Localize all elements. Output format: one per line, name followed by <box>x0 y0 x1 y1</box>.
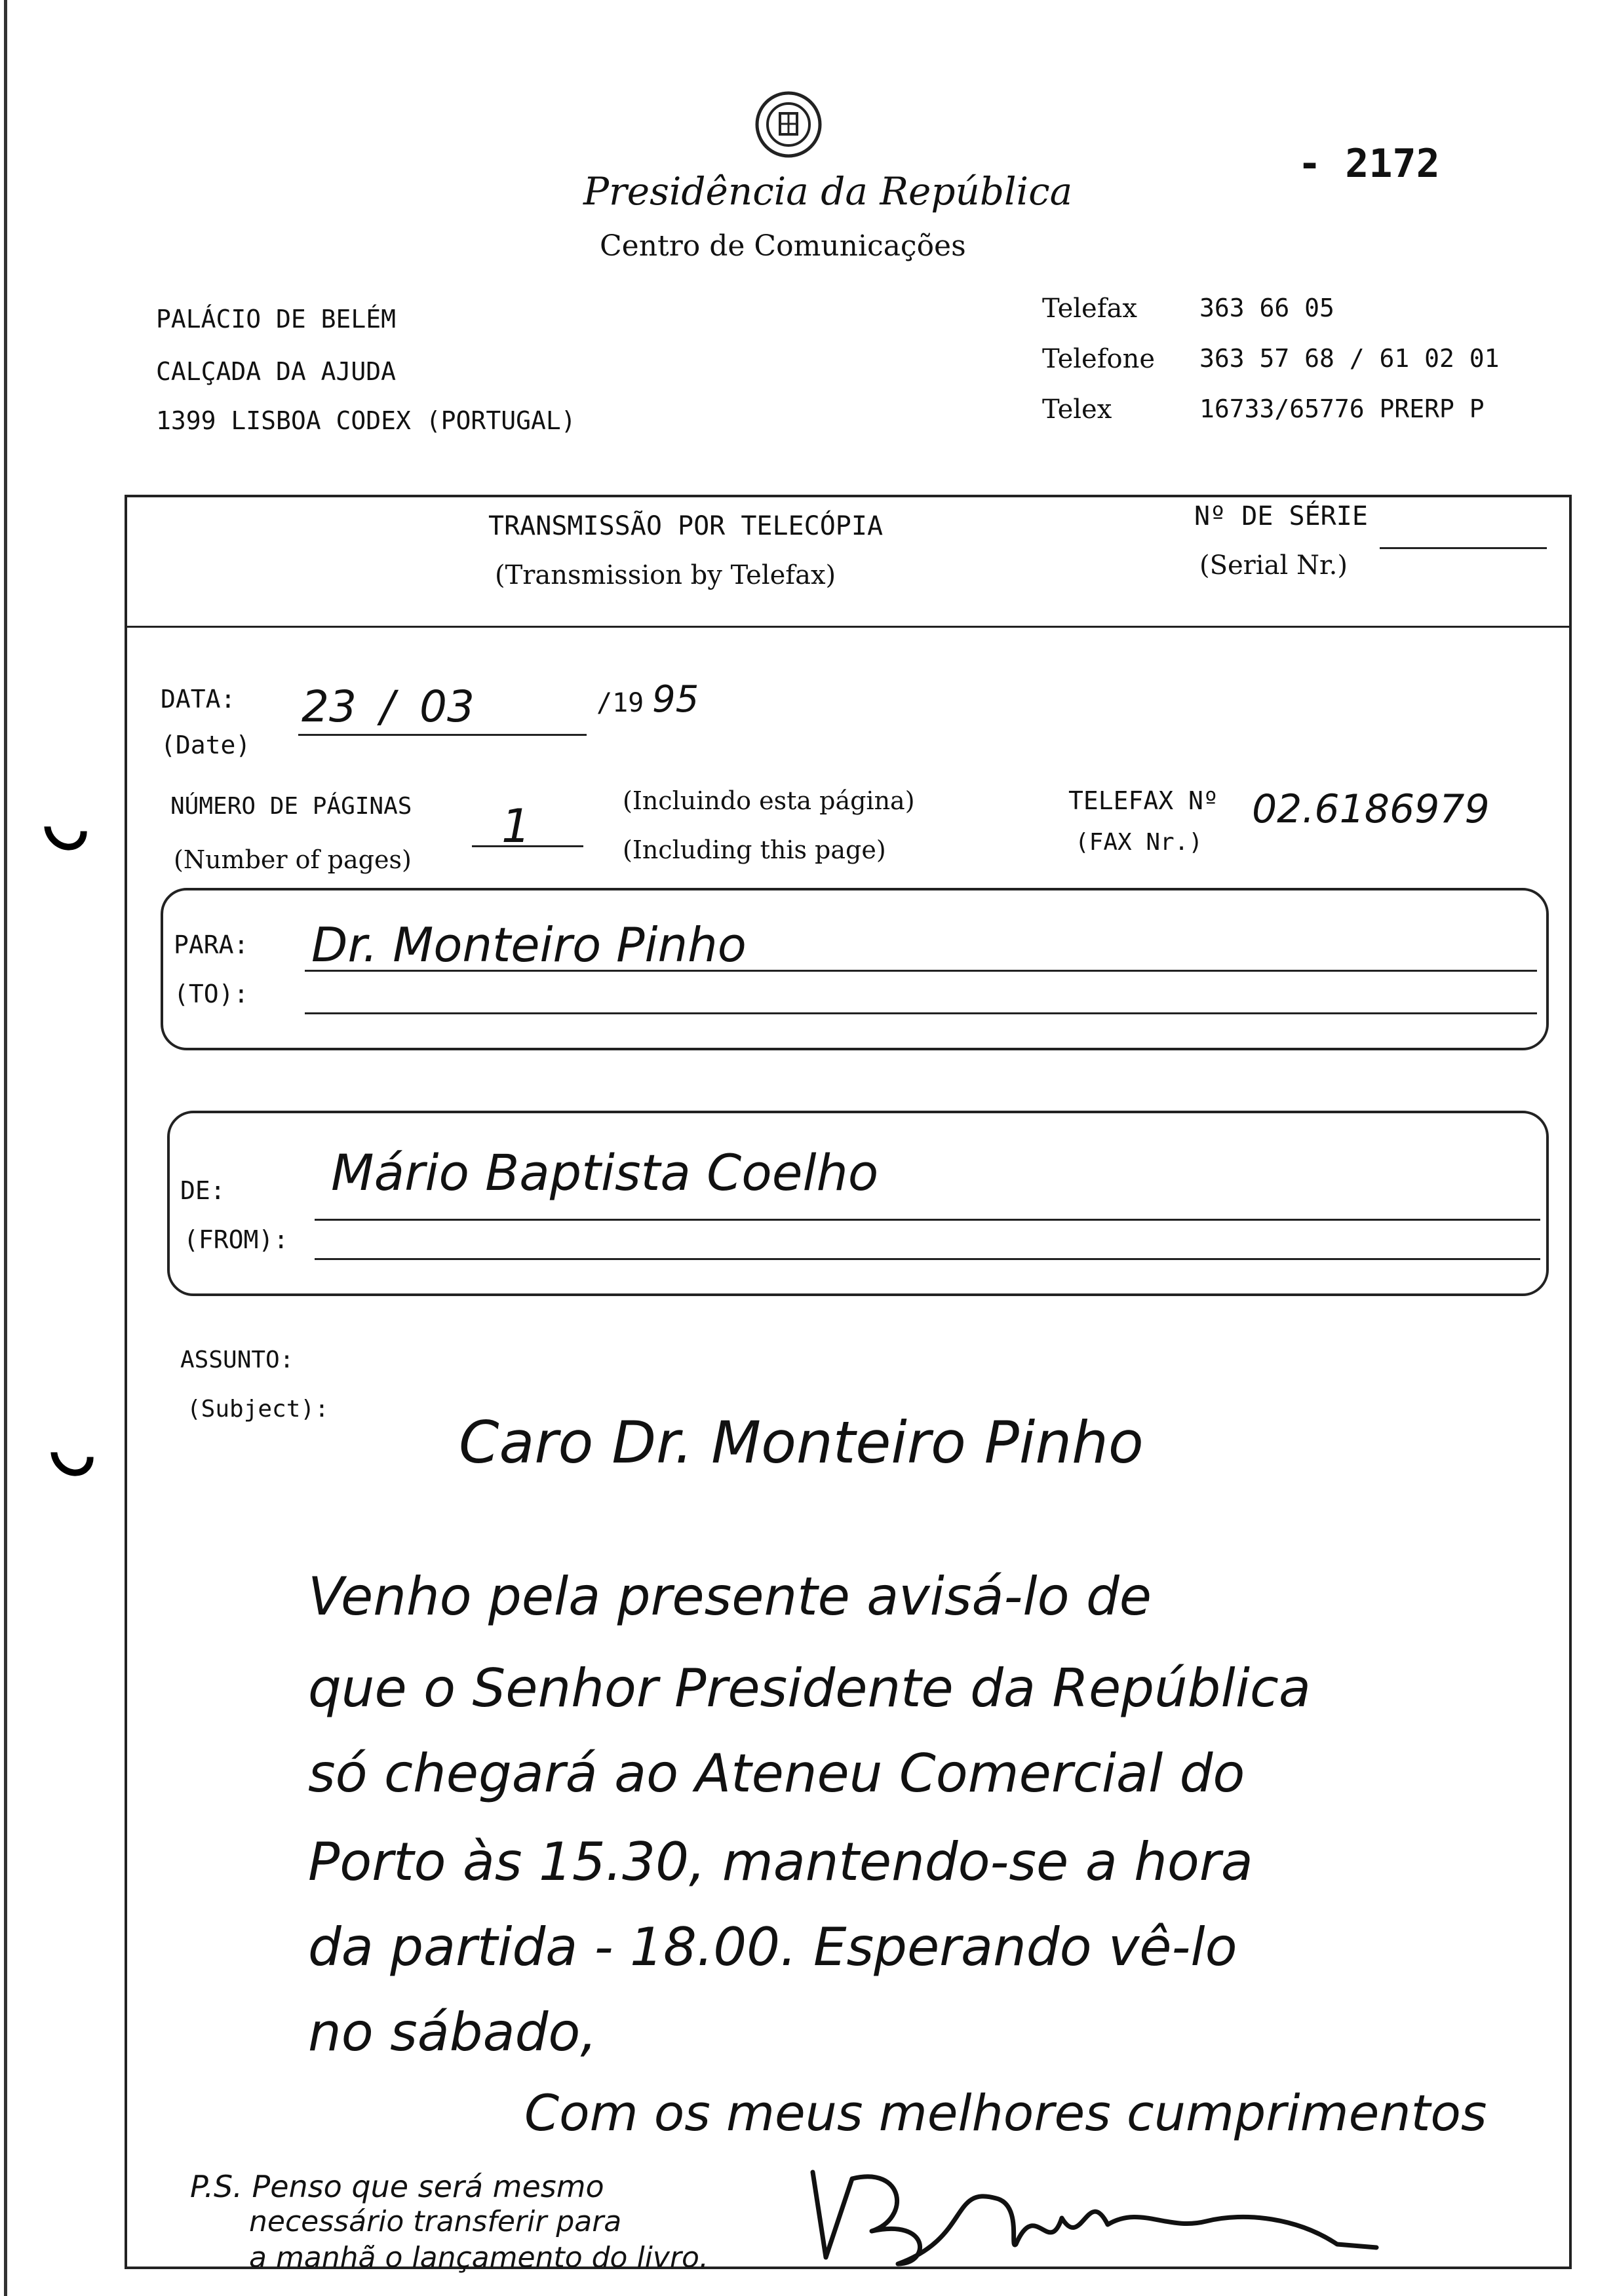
header-divider <box>125 626 1572 628</box>
fax-label-en: (FAX Nr.) <box>1075 829 1203 856</box>
to-label: PARA: <box>174 930 249 959</box>
fax-label: TELEFAX Nº <box>1068 786 1218 815</box>
pages-label: NÚMERO DE PÁGINAS <box>170 793 412 820</box>
address-line-2: CALÇADA DA AJUDA <box>156 357 397 386</box>
institution-name: Presidência da República <box>583 169 1073 214</box>
telefone-value: 363 57 68 / 61 02 01 <box>1199 344 1500 373</box>
letter-line-4: Porto às 15.30, mantendo-se a hora <box>308 1831 1253 1892</box>
punch-hole-top <box>35 799 96 859</box>
from-line-2 <box>315 1258 1540 1260</box>
telefone-label: Telefone <box>1042 344 1156 374</box>
date-month: 03 <box>419 681 475 732</box>
subject-label: ASSUNTO: <box>180 1347 294 1373</box>
date-day: 23 <box>302 681 357 732</box>
date-year-prefix: /19 <box>596 688 644 718</box>
serie-label-en: (Serial Nr.) <box>1199 550 1348 581</box>
from-value: Mário Baptista Coelho <box>331 1143 879 1202</box>
to-value: Dr. Monteiro Pinho <box>311 917 747 972</box>
to-line-2 <box>305 1012 1537 1014</box>
signature <box>800 2159 1390 2270</box>
department-name: Centro de Comunicações <box>600 229 966 263</box>
to-line-1 <box>305 970 1537 972</box>
telex-label: Telex <box>1042 394 1112 425</box>
letter-line-6: no sábado, <box>308 2002 597 2063</box>
subject-label-en: (Subject): <box>187 1396 329 1423</box>
letter-line-5: da partida - 18.00. Esperando vê-lo <box>308 1917 1237 1978</box>
letter-line-3: só chegará ao Ateneu Comercial do <box>308 1743 1245 1804</box>
from-band <box>167 1111 1549 1296</box>
pages-line <box>472 845 583 847</box>
telefax-value: 363 66 05 <box>1199 294 1334 322</box>
telex-value: 16733/65776 PRERP P <box>1199 394 1485 423</box>
date-label: DATA: <box>161 685 236 714</box>
from-label-en: (FROM): <box>184 1225 289 1254</box>
serial-number: - 2172 <box>1298 141 1440 187</box>
from-label: DE: <box>180 1176 225 1205</box>
pages-label-en: (Number of pages) <box>174 845 412 874</box>
salutation: Caro Dr. Monteiro Pinho <box>459 1409 1144 1476</box>
pages-value: 1 <box>501 799 531 853</box>
address-line-1: PALÁCIO DE BELÉM <box>156 305 397 334</box>
telefax-label: Telefax <box>1042 294 1137 324</box>
address-line-3: 1399 LISBOA CODEX (PORTUGAL) <box>156 406 576 435</box>
page-left-edge <box>4 0 7 2296</box>
ps-line-2: necessário transferir para <box>249 2205 622 2238</box>
letter-line-1: Venho pela presente avisá-lo de <box>308 1566 1152 1627</box>
including-pt: (Incluindo esta página) <box>623 786 915 815</box>
serie-label: Nº DE SÉRIE <box>1194 501 1368 531</box>
closing: Com os meus melhores cumprimentos <box>524 2084 1487 2142</box>
ps-line-3: a manhã o lançamento do livro. <box>249 2241 709 2274</box>
date-line <box>298 734 587 736</box>
coat-of-arms-icon <box>752 88 825 161</box>
letter-line-2: que o Senhor Presidente da República <box>308 1658 1311 1719</box>
including-en: (Including this page) <box>623 835 886 864</box>
ps-line-1: P.S. Penso que será mesmo <box>190 2169 604 2204</box>
date-label-en: (Date) <box>161 731 251 759</box>
to-label-en: (TO): <box>174 980 249 1008</box>
form-title: TRANSMISSÃO POR TELECÓPIA <box>488 511 884 541</box>
serie-field-line <box>1380 547 1547 549</box>
fax-value: 02.6186979 <box>1252 786 1490 832</box>
date-year-suffix: 95 <box>652 678 699 721</box>
form-subtitle: (Transmission by Telefax) <box>495 560 836 590</box>
punch-hole-bottom <box>42 1425 102 1485</box>
from-line-1 <box>315 1219 1540 1221</box>
